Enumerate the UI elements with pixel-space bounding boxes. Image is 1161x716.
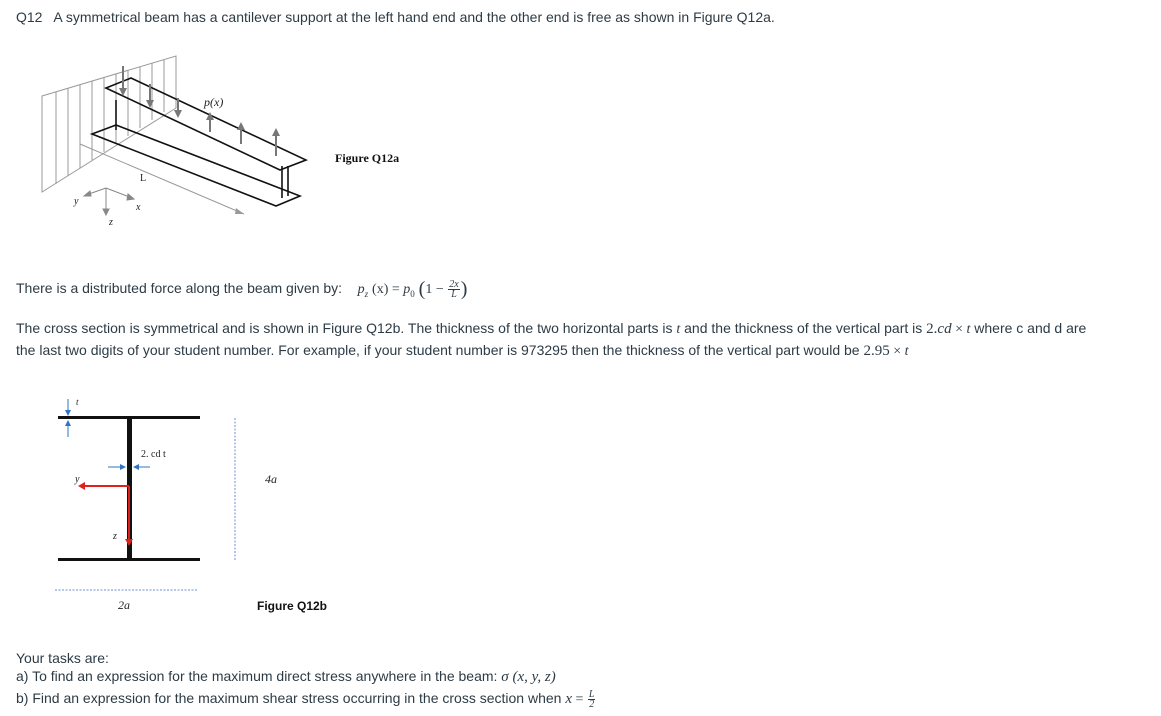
force-frac-num: 2x (449, 278, 459, 290)
axis-z-label: z (109, 217, 113, 228)
tasks-heading: Your tasks are: (16, 650, 109, 666)
task-a-args: (x, y, z) (508, 669, 556, 685)
question-intro: A symmetrical beam has a cantilever support at the left hand end and the other end is free as shown in Figure Q12a. (53, 9, 775, 25)
question-header (16, 6, 775, 28)
axes-triad (84, 188, 134, 215)
cs-t1: t (676, 322, 681, 337)
force-p0: p (403, 282, 411, 297)
web-thickness-label: 2. cd t (141, 449, 166, 460)
task-b-frac-den: 2 (589, 698, 595, 710)
figure-q12b-caption: Figure Q12b (257, 599, 328, 613)
t-label: t (76, 397, 79, 407)
axis-y-label: y (74, 196, 79, 207)
force-fraction (448, 280, 459, 299)
cs-text-1a: The cross section is symmetrical and is shown in Figure Q12b. The thickness of the two horizontal parts is (16, 320, 677, 336)
task-b-eq: = (572, 692, 587, 707)
force-p0-sub: 0 (410, 288, 415, 299)
force-one-minus: 1 − (425, 282, 448, 297)
task-a (16, 666, 556, 687)
force-lhs: p (357, 282, 365, 297)
task-b (16, 688, 596, 710)
figure-q12a-caption: Figure Q12a (335, 151, 400, 165)
length-label: L (140, 173, 147, 184)
width-label: 2a (118, 598, 130, 612)
i-beam (92, 78, 306, 206)
height-label: 4a (265, 472, 277, 486)
length-dimension-line (80, 144, 244, 214)
question-number: Q12 (16, 9, 43, 25)
cs-text-1b: and the thickness of the vertical part is (680, 320, 927, 336)
force-lhs-sub: z (364, 288, 369, 299)
force-lhs-arg: (x) = (372, 282, 404, 297)
cs-example-value: 2.95 (863, 343, 890, 359)
cs-times2: × (889, 344, 905, 359)
cs-text-2a: the last two digits of your student number. For example, if your student number is 973295 then the thickness of the vertical part would be (16, 342, 864, 358)
task-a-text: a) To find an expression for the maximum direct stress anywhere in the beam: (16, 668, 502, 684)
force-paren-close: ) (460, 278, 468, 300)
cs-text-1c: where c and d are (970, 320, 1087, 336)
task-b-fraction (588, 690, 596, 709)
wall-support (42, 56, 176, 192)
axis-x-label: x (136, 202, 141, 213)
force-text: There is a distributed force along the beam given by: (16, 280, 343, 296)
force-frac-den: L (451, 288, 457, 300)
task-b-x: x (565, 691, 573, 707)
distributed-force-statement (16, 277, 467, 305)
figure-q12a-diagram (36, 48, 336, 238)
cs-times1: × (951, 322, 967, 337)
cs-t2: t (966, 322, 971, 337)
cs-cd: cd (937, 321, 952, 337)
section-axes (78, 482, 133, 546)
cross-section-line-1 (16, 317, 1086, 341)
cs-t3: t (904, 344, 909, 359)
cs-two: 2. (926, 321, 938, 337)
force-paren-open: ( (418, 278, 426, 300)
section-axis-z-label: z (113, 531, 117, 542)
task-b-text: b) Find an expression for the maximum shear stress occurring in the cross section when (16, 690, 566, 706)
section-axis-y-label: y (75, 474, 80, 485)
task-a-sigma: σ (501, 669, 509, 685)
load-label: p(x) (204, 95, 224, 109)
task-b-frac-num: L (588, 688, 595, 700)
cross-section-line-2 (16, 339, 909, 363)
figure-q12b-diagram (50, 393, 250, 613)
